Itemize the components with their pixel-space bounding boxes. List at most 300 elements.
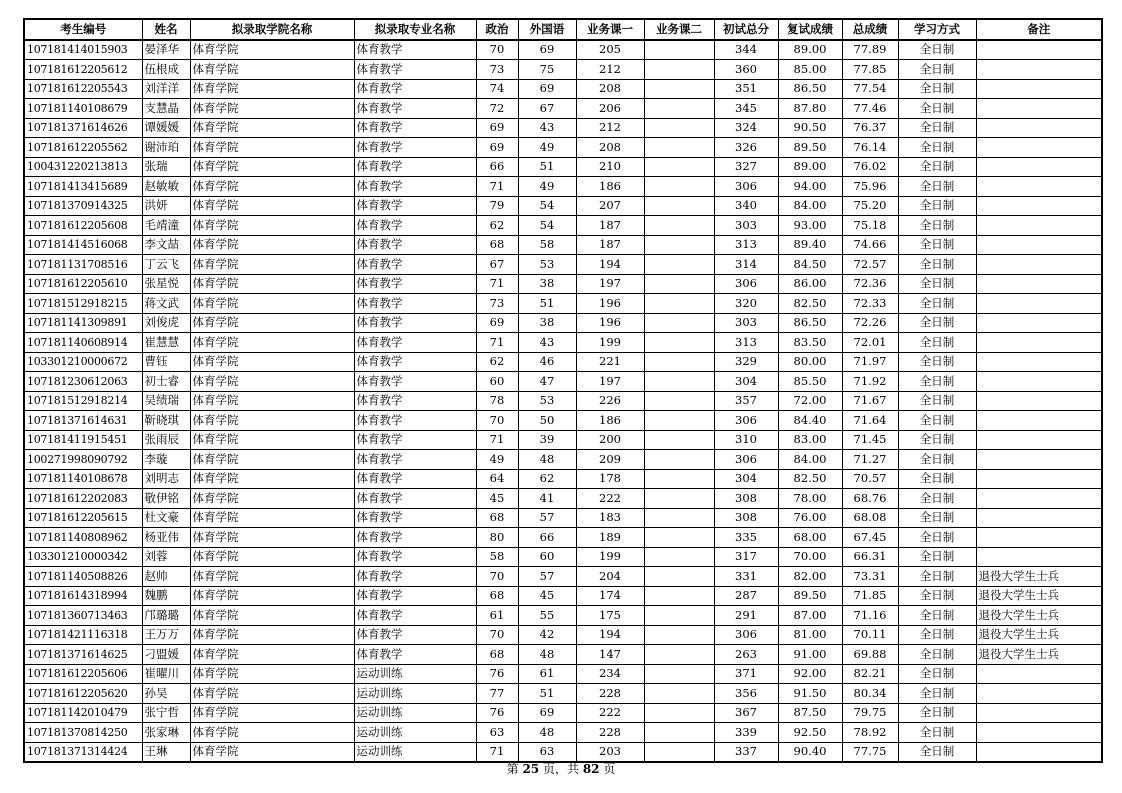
total-score-cell: 75.96 — [842, 177, 898, 197]
college-cell: 体育学院 — [190, 606, 354, 626]
total-score-cell: 77.85 — [842, 60, 898, 80]
course-2-cell — [644, 606, 714, 626]
table-row — [24, 40, 1102, 60]
college-cell: 体育学院 — [190, 703, 354, 723]
name-cell: 蒋文武 — [142, 294, 190, 314]
study-mode-cell: 全日制 — [898, 352, 976, 372]
major-cell: 体育教学 — [354, 255, 476, 275]
remarks-cell — [976, 430, 1102, 450]
exam-id-cell: 107181612205562 — [24, 138, 142, 158]
remarks-cell — [976, 411, 1102, 431]
course-1-cell: 174 — [576, 586, 644, 606]
politics-cell: 72 — [476, 99, 518, 119]
college-cell: 体育学院 — [190, 79, 354, 99]
major-cell: 体育教学 — [354, 79, 476, 99]
total-score-cell: 76.02 — [842, 157, 898, 177]
major-cell: 体育教学 — [354, 196, 476, 216]
study-mode-cell: 全日制 — [898, 645, 976, 665]
initial-total-cell: 313 — [714, 235, 778, 255]
exam-id-cell: 107181612205610 — [24, 274, 142, 294]
course-2-cell — [644, 586, 714, 606]
course-2-cell — [644, 255, 714, 275]
college-cell: 体育学院 — [190, 157, 354, 177]
study-mode-cell: 全日制 — [898, 606, 976, 626]
major-cell: 运动训练 — [354, 742, 476, 762]
table-row — [24, 60, 1102, 80]
initial-total-cell: 337 — [714, 742, 778, 762]
initial-total-cell: 351 — [714, 79, 778, 99]
course-1-cell: 194 — [576, 625, 644, 645]
name-cell: 敬伊铭 — [142, 489, 190, 509]
course-1-cell: 186 — [576, 411, 644, 431]
major-cell: 体育教学 — [354, 391, 476, 411]
name-cell: 刘蓉 — [142, 547, 190, 567]
initial-total-cell: 356 — [714, 684, 778, 704]
college-cell: 体育学院 — [190, 430, 354, 450]
retest-score-cell: 82.50 — [778, 294, 842, 314]
table-row — [24, 586, 1102, 606]
study-mode-cell: 全日制 — [898, 157, 976, 177]
name-cell: 魏鹏 — [142, 586, 190, 606]
course-2-cell — [644, 138, 714, 158]
header-row — [24, 19, 1102, 40]
table-row — [24, 255, 1102, 275]
table-row — [24, 703, 1102, 723]
major-cell: 体育教学 — [354, 313, 476, 333]
foreign-language-cell: 66 — [518, 528, 576, 548]
total-score-cell: 74.66 — [842, 235, 898, 255]
college-cell: 体育学院 — [190, 294, 354, 314]
exam-id-cell: 107181371614631 — [24, 411, 142, 431]
foreign-language-cell: 53 — [518, 391, 576, 411]
major-cell: 体育教学 — [354, 450, 476, 470]
remarks-cell — [976, 664, 1102, 684]
initial-total-cell: 306 — [714, 450, 778, 470]
exam-id-cell: 107181370914325 — [24, 196, 142, 216]
course-1-cell: 221 — [576, 352, 644, 372]
course-1-cell: 226 — [576, 391, 644, 411]
college-cell: 体育学院 — [190, 742, 354, 762]
study-mode-cell: 全日制 — [898, 372, 976, 392]
remarks-cell — [976, 118, 1102, 138]
politics-cell: 70 — [476, 411, 518, 431]
header-course-1: 业务课一 — [576, 19, 644, 40]
course-2-cell — [644, 547, 714, 567]
study-mode-cell: 全日制 — [898, 723, 976, 743]
foreign-language-cell: 42 — [518, 625, 576, 645]
name-cell: 张雨辰 — [142, 430, 190, 450]
foreign-language-cell: 46 — [518, 352, 576, 372]
exam-id-cell: 107181142010479 — [24, 703, 142, 723]
college-cell: 体育学院 — [190, 645, 354, 665]
initial-total-cell: 313 — [714, 333, 778, 353]
retest-score-cell: 89.50 — [778, 138, 842, 158]
retest-score-cell: 76.00 — [778, 508, 842, 528]
table-row — [24, 625, 1102, 645]
politics-cell: 71 — [476, 742, 518, 762]
study-mode-cell: 全日制 — [898, 216, 976, 236]
retest-score-cell: 86.50 — [778, 79, 842, 99]
study-mode-cell: 全日制 — [898, 664, 976, 684]
retest-score-cell: 78.00 — [778, 489, 842, 509]
major-cell: 体育教学 — [354, 567, 476, 587]
course-1-cell: 200 — [576, 430, 644, 450]
politics-cell: 63 — [476, 723, 518, 743]
course-1-cell: 178 — [576, 469, 644, 489]
name-cell: 杨亚伟 — [142, 528, 190, 548]
course-1-cell: 197 — [576, 372, 644, 392]
total-score-cell: 72.57 — [842, 255, 898, 275]
college-cell: 体育学院 — [190, 586, 354, 606]
initial-total-cell: 291 — [714, 606, 778, 626]
foreign-language-cell: 67 — [518, 99, 576, 119]
name-cell: 赵敏敏 — [142, 177, 190, 197]
exam-id-cell: 107181411915451 — [24, 430, 142, 450]
major-cell: 体育教学 — [354, 430, 476, 450]
total-score-cell: 73.31 — [842, 567, 898, 587]
course-2-cell — [644, 411, 714, 431]
exam-id-cell: 107181512918215 — [24, 294, 142, 314]
exam-id-cell: 107181414015903 — [24, 40, 142, 60]
retest-score-cell: 72.00 — [778, 391, 842, 411]
table-row — [24, 469, 1102, 489]
retest-score-cell: 85.50 — [778, 372, 842, 392]
remarks-cell — [976, 508, 1102, 528]
remarks-cell — [976, 79, 1102, 99]
initial-total-cell: 339 — [714, 723, 778, 743]
course-2-cell — [644, 703, 714, 723]
total-score-cell: 68.76 — [842, 489, 898, 509]
initial-total-cell: 306 — [714, 625, 778, 645]
study-mode-cell: 全日制 — [898, 684, 976, 704]
initial-total-cell: 263 — [714, 645, 778, 665]
header-study-mode: 学习方式 — [898, 19, 976, 40]
major-cell: 体育教学 — [354, 606, 476, 626]
initial-total-cell: 360 — [714, 60, 778, 80]
college-cell: 体育学院 — [190, 118, 354, 138]
name-cell: 吴绩瑞 — [142, 391, 190, 411]
retest-score-cell: 84.00 — [778, 196, 842, 216]
initial-total-cell: 357 — [714, 391, 778, 411]
initial-total-cell: 304 — [714, 372, 778, 392]
major-cell: 体育教学 — [354, 469, 476, 489]
politics-cell: 68 — [476, 235, 518, 255]
foreign-language-cell: 41 — [518, 489, 576, 509]
study-mode-cell: 全日制 — [898, 274, 976, 294]
table-row — [24, 138, 1102, 158]
course-2-cell — [644, 625, 714, 645]
remarks-cell: 退役大学生士兵 — [976, 645, 1102, 665]
total-score-cell: 77.75 — [842, 742, 898, 762]
foreign-language-cell: 43 — [518, 333, 576, 353]
course-1-cell: 183 — [576, 508, 644, 528]
course-2-cell — [644, 79, 714, 99]
college-cell: 体育学院 — [190, 196, 354, 216]
table-row — [24, 79, 1102, 99]
exam-id-cell: 107181612202083 — [24, 489, 142, 509]
remarks-cell — [976, 177, 1102, 197]
retest-score-cell: 87.00 — [778, 606, 842, 626]
retest-score-cell: 68.00 — [778, 528, 842, 548]
name-cell: 刘明志 — [142, 469, 190, 489]
total-score-cell: 72.26 — [842, 313, 898, 333]
total-score-cell: 72.01 — [842, 333, 898, 353]
course-1-cell: 199 — [576, 547, 644, 567]
politics-cell: 70 — [476, 625, 518, 645]
exam-id-cell: 107181612205606 — [24, 664, 142, 684]
table-row — [24, 372, 1102, 392]
name-cell: 谭媛媛 — [142, 118, 190, 138]
retest-score-cell: 91.00 — [778, 645, 842, 665]
course-1-cell: 209 — [576, 450, 644, 470]
study-mode-cell: 全日制 — [898, 430, 976, 450]
course-2-cell — [644, 118, 714, 138]
course-1-cell: 210 — [576, 157, 644, 177]
major-cell: 体育教学 — [354, 235, 476, 255]
page-footer — [0, 760, 1122, 777]
total-score-cell: 75.20 — [842, 196, 898, 216]
major-cell: 体育教学 — [354, 177, 476, 197]
college-cell: 体育学院 — [190, 216, 354, 236]
remarks-cell — [976, 352, 1102, 372]
course-2-cell — [644, 216, 714, 236]
retest-score-cell: 92.00 — [778, 664, 842, 684]
study-mode-cell: 全日制 — [898, 294, 976, 314]
major-cell: 运动训练 — [354, 703, 476, 723]
foreign-language-cell: 47 — [518, 372, 576, 392]
total-score-cell: 71.16 — [842, 606, 898, 626]
table-row — [24, 235, 1102, 255]
study-mode-cell: 全日制 — [898, 567, 976, 587]
table-row — [24, 430, 1102, 450]
major-cell: 体育教学 — [354, 586, 476, 606]
initial-total-cell: 310 — [714, 430, 778, 450]
politics-cell: 67 — [476, 255, 518, 275]
major-cell: 体育教学 — [354, 547, 476, 567]
remarks-cell — [976, 157, 1102, 177]
study-mode-cell: 全日制 — [898, 118, 976, 138]
footer-suffix: 页 — [603, 762, 616, 776]
major-cell: 运动训练 — [354, 664, 476, 684]
study-mode-cell: 全日制 — [898, 313, 976, 333]
study-mode-cell: 全日制 — [898, 450, 976, 470]
exam-id-cell: 107181612205543 — [24, 79, 142, 99]
study-mode-cell: 全日制 — [898, 586, 976, 606]
total-score-cell: 67.45 — [842, 528, 898, 548]
exam-id-cell: 107181414516068 — [24, 235, 142, 255]
study-mode-cell: 全日制 — [898, 547, 976, 567]
exam-id-cell: 107181612205615 — [24, 508, 142, 528]
initial-total-cell: 308 — [714, 489, 778, 509]
table-row — [24, 177, 1102, 197]
course-2-cell — [644, 567, 714, 587]
name-cell: 杜文豪 — [142, 508, 190, 528]
study-mode-cell: 全日制 — [898, 138, 976, 158]
remarks-cell: 退役大学生士兵 — [976, 606, 1102, 626]
name-cell: 李璇 — [142, 450, 190, 470]
college-cell: 体育学院 — [190, 40, 354, 60]
exam-id-cell: 103301210000672 — [24, 352, 142, 372]
total-score-cell: 82.21 — [842, 664, 898, 684]
table-row — [24, 391, 1102, 411]
table-row — [24, 294, 1102, 314]
politics-cell: 76 — [476, 703, 518, 723]
politics-cell: 69 — [476, 313, 518, 333]
retest-score-cell: 89.50 — [778, 586, 842, 606]
major-cell: 体育教学 — [354, 99, 476, 119]
initial-total-cell: 329 — [714, 352, 778, 372]
name-cell: 初士睿 — [142, 372, 190, 392]
course-1-cell: 222 — [576, 703, 644, 723]
college-cell: 体育学院 — [190, 352, 354, 372]
course-1-cell: 196 — [576, 294, 644, 314]
table-row — [24, 99, 1102, 119]
course-2-cell — [644, 60, 714, 80]
remarks-cell — [976, 196, 1102, 216]
total-score-cell: 70.57 — [842, 469, 898, 489]
retest-score-cell: 87.50 — [778, 703, 842, 723]
name-cell: 支慧晶 — [142, 99, 190, 119]
header-name: 姓名 — [142, 19, 190, 40]
total-score-cell: 72.33 — [842, 294, 898, 314]
foreign-language-cell: 69 — [518, 40, 576, 60]
major-cell: 体育教学 — [354, 489, 476, 509]
remarks-cell — [976, 547, 1102, 567]
major-cell: 体育教学 — [354, 40, 476, 60]
initial-total-cell: 306 — [714, 411, 778, 431]
retest-score-cell: 84.50 — [778, 255, 842, 275]
remarks-cell — [976, 60, 1102, 80]
politics-cell: 64 — [476, 469, 518, 489]
name-cell: 邝璐璐 — [142, 606, 190, 626]
course-1-cell: 206 — [576, 99, 644, 119]
exam-id-cell: 107181140108679 — [24, 99, 142, 119]
college-cell: 体育学院 — [190, 684, 354, 704]
total-score-cell: 69.88 — [842, 645, 898, 665]
total-score-cell: 71.27 — [842, 450, 898, 470]
total-score-cell: 71.97 — [842, 352, 898, 372]
foreign-language-cell: 58 — [518, 235, 576, 255]
exam-id-cell: 107181140108678 — [24, 469, 142, 489]
foreign-language-cell: 48 — [518, 450, 576, 470]
study-mode-cell: 全日制 — [898, 742, 976, 762]
course-1-cell: 208 — [576, 79, 644, 99]
study-mode-cell: 全日制 — [898, 391, 976, 411]
initial-total-cell: 306 — [714, 177, 778, 197]
remarks-cell — [976, 40, 1102, 60]
college-cell: 体育学院 — [190, 411, 354, 431]
retest-score-cell: 81.00 — [778, 625, 842, 645]
course-2-cell — [644, 352, 714, 372]
header-foreign-language: 外国语 — [518, 19, 576, 40]
total-score-cell: 76.37 — [842, 118, 898, 138]
foreign-language-cell: 49 — [518, 177, 576, 197]
politics-cell: 69 — [476, 138, 518, 158]
major-cell: 体育教学 — [354, 138, 476, 158]
table-row — [24, 645, 1102, 665]
name-cell: 晏泽华 — [142, 40, 190, 60]
name-cell: 伍根成 — [142, 60, 190, 80]
foreign-language-cell: 69 — [518, 79, 576, 99]
foreign-language-cell: 69 — [518, 703, 576, 723]
retest-score-cell: 86.00 — [778, 274, 842, 294]
politics-cell: 69 — [476, 118, 518, 138]
remarks-cell — [976, 216, 1102, 236]
table-row — [24, 196, 1102, 216]
college-cell: 体育学院 — [190, 313, 354, 333]
total-score-cell: 77.54 — [842, 79, 898, 99]
name-cell: 张星悦 — [142, 274, 190, 294]
study-mode-cell: 全日制 — [898, 40, 976, 60]
remarks-cell — [976, 684, 1102, 704]
course-1-cell: 197 — [576, 274, 644, 294]
study-mode-cell: 全日制 — [898, 469, 976, 489]
retest-score-cell: 93.00 — [778, 216, 842, 236]
retest-score-cell: 87.80 — [778, 99, 842, 119]
total-score-cell: 80.34 — [842, 684, 898, 704]
politics-cell: 71 — [476, 430, 518, 450]
course-2-cell — [644, 177, 714, 197]
politics-cell: 62 — [476, 352, 518, 372]
college-cell: 体育学院 — [190, 235, 354, 255]
total-score-cell: 71.67 — [842, 391, 898, 411]
study-mode-cell: 全日制 — [898, 489, 976, 509]
total-score-cell: 75.18 — [842, 216, 898, 236]
initial-total-cell: 345 — [714, 99, 778, 119]
footer-mid: 页，共 — [542, 762, 579, 776]
foreign-language-cell: 51 — [518, 294, 576, 314]
politics-cell: 49 — [476, 450, 518, 470]
foreign-language-cell: 63 — [518, 742, 576, 762]
foreign-language-cell: 55 — [518, 606, 576, 626]
college-cell: 体育学院 — [190, 60, 354, 80]
remarks-cell: 退役大学生士兵 — [976, 567, 1102, 587]
initial-total-cell: 308 — [714, 508, 778, 528]
table-row — [24, 489, 1102, 509]
course-2-cell — [644, 742, 714, 762]
table-row — [24, 313, 1102, 333]
course-2-cell — [644, 684, 714, 704]
table-row — [24, 352, 1102, 372]
name-cell: 孙吴 — [142, 684, 190, 704]
study-mode-cell: 全日制 — [898, 625, 976, 645]
total-score-cell: 72.36 — [842, 274, 898, 294]
foreign-language-cell: 51 — [518, 157, 576, 177]
course-1-cell: 186 — [576, 177, 644, 197]
header-remarks: 备注 — [976, 19, 1102, 40]
course-1-cell: 187 — [576, 216, 644, 236]
table-row — [24, 528, 1102, 548]
foreign-language-cell: 38 — [518, 274, 576, 294]
remarks-cell — [976, 313, 1102, 333]
retest-score-cell: 80.00 — [778, 352, 842, 372]
major-cell: 体育教学 — [354, 625, 476, 645]
major-cell: 体育教学 — [354, 645, 476, 665]
politics-cell: 76 — [476, 664, 518, 684]
exam-id-cell: 107181413415689 — [24, 177, 142, 197]
remarks-cell — [976, 528, 1102, 548]
initial-total-cell: 335 — [714, 528, 778, 548]
course-2-cell — [644, 274, 714, 294]
study-mode-cell: 全日制 — [898, 411, 976, 431]
college-cell: 体育学院 — [190, 391, 354, 411]
course-2-cell — [644, 508, 714, 528]
exam-id-cell: 107181230612063 — [24, 372, 142, 392]
name-cell: 刘俊虎 — [142, 313, 190, 333]
college-cell: 体育学院 — [190, 255, 354, 275]
name-cell: 靳晓琪 — [142, 411, 190, 431]
course-2-cell — [644, 157, 714, 177]
